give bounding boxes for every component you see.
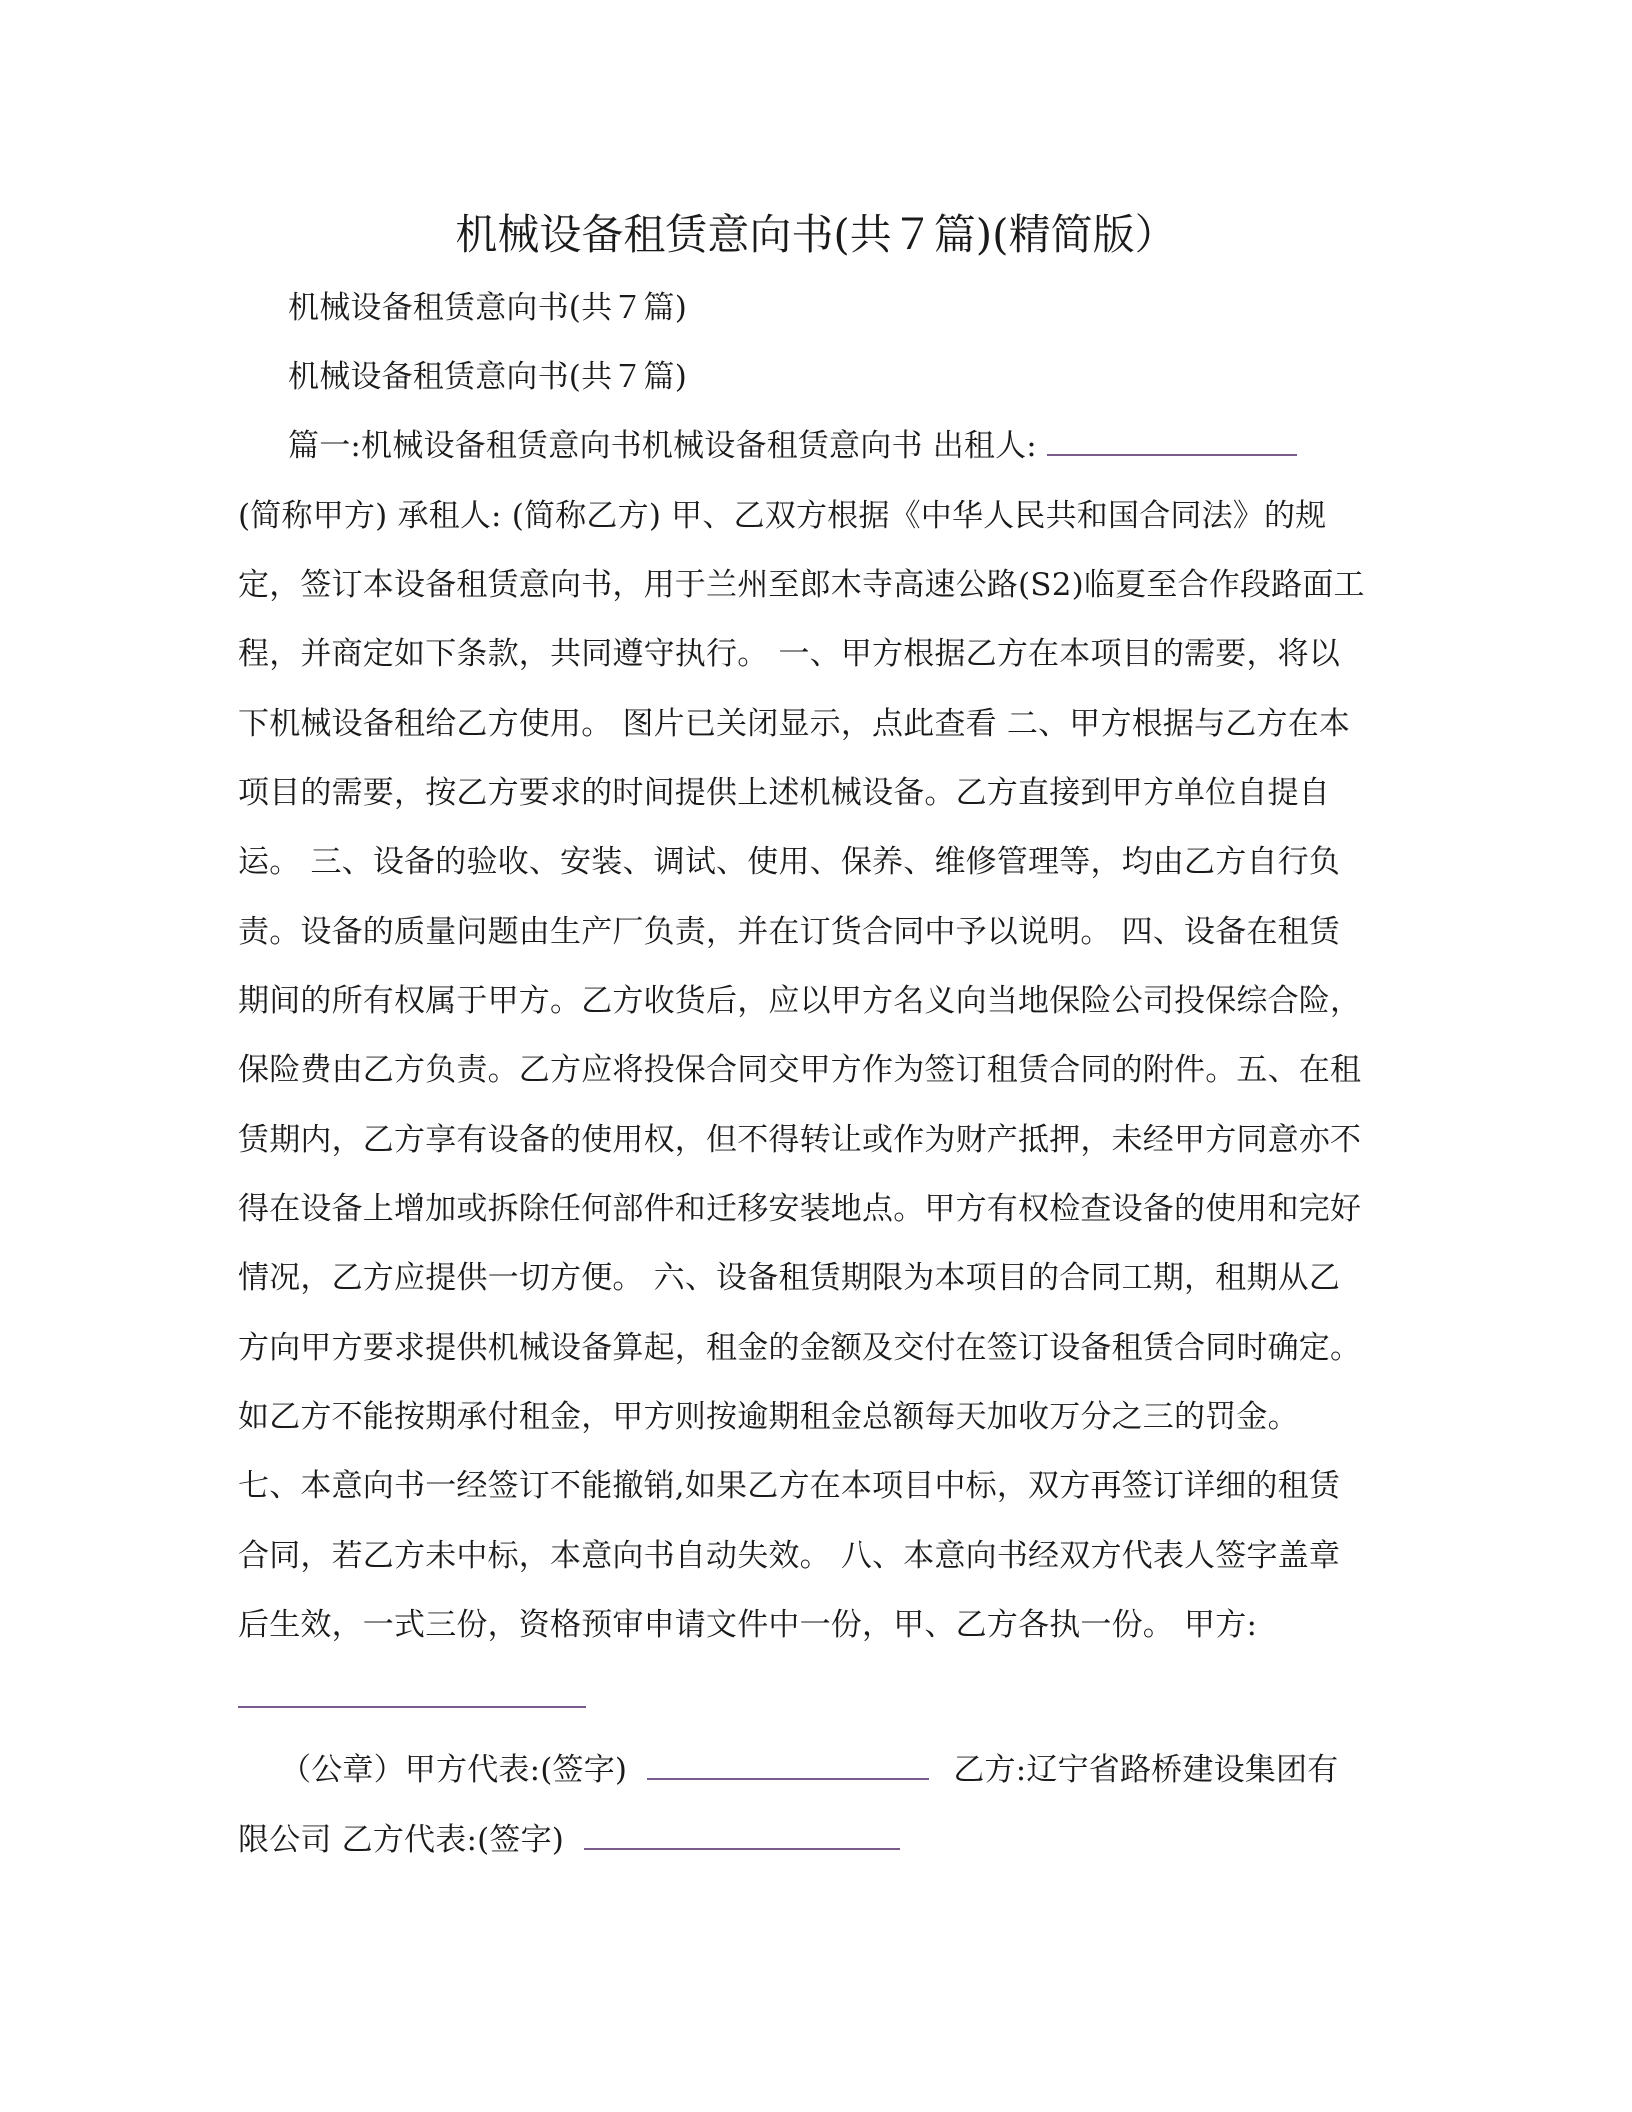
body-line: 如乙方不能按期承付租金，甲方则按逾期租金总额每天加收万分之三的罚金。 <box>238 1399 1299 1435</box>
party-a-representative-blank <box>647 1748 929 1780</box>
body-line: 程，并商定如下条款，共同遵守执行。 一、甲方根据乙方在本项目的需要，将以 <box>238 636 1341 672</box>
body-line: 下机械设备租给乙方使用。 图片已关闭显示，点此查看 二、甲方根据与乙方在本 <box>238 706 1351 742</box>
body-line: 项目的需要，按乙方要求的时间提供上述机械设备。乙方直接到甲方单位自提自 <box>238 775 1330 811</box>
subtitle-line-1: 机械设备租赁意向书(共７篇) <box>288 290 687 326</box>
body-line: 合同，若乙方未中标，本意向书自动失效。 八、本意向书经双方代表人签字盖章 <box>238 1538 1341 1574</box>
body-line: (简称甲方) 承租人: (简称乙方) 甲、乙双方根据《中华人民共和国合同法》的规 <box>238 498 1327 534</box>
body-line: 保险费由乙方负责。乙方应将投保合同交甲方作为签订租赁合同的附件。五、在租 <box>238 1052 1362 1088</box>
subtitle-line-2: 机械设备租赁意向书(共７篇) <box>288 359 687 395</box>
body-line: 后生效，一式三份，资格预审申请文件中一份，甲、乙方各执一份。 甲方: <box>238 1607 1258 1643</box>
document-title: 机械设备租赁意向书(共７篇)(精简版） <box>455 210 1177 259</box>
body-line: 期间的所有权属于甲方。乙方收货后，应以甲方名义向当地保险公司投保综合险， <box>238 983 1362 1019</box>
body-line: 七、本意向书一经签订不能撤销,如果乙方在本项目中标，双方再签订详细的租赁 <box>238 1468 1341 1504</box>
lessor-blank <box>1047 424 1297 456</box>
body-line: 定，签订本设备租赁意向书，用于兰州至郎木寺高速公路(S2)临夏至合作段路面工 <box>238 567 1365 603</box>
body-line: 得在设备上增加或拆除任何部件和迁移安装地点。甲方有权检查设备的使用和完好 <box>238 1191 1362 1227</box>
body-line: 赁期内，乙方享有设备的使用权，但不得转让或作为财产抵押，未经甲方同意亦不 <box>238 1122 1362 1158</box>
body-line: 方向甲方要求提供机械设备算起，租金的金额及交付在签订设备租赁合同时确定。 <box>238 1330 1362 1366</box>
party-b-label: 乙方:辽宁省路桥建设集团有 <box>953 1752 1339 1788</box>
body-line-lessor <box>288 422 1297 470</box>
lessor-label: 篇一:机械设备租赁意向书机械设备租赁意向书 出租人: <box>288 428 1037 464</box>
body-line: 运。 三、设备的验收、安装、调试、使用、保养、维修管理等，均由乙方自行负 <box>238 844 1341 880</box>
signature-line-1 <box>280 1746 1338 1794</box>
signature-line-2 <box>238 1816 900 1864</box>
party-b-representative-label: 限公司 乙方代表:(签字) <box>238 1822 565 1858</box>
party-a-signature-line <box>238 1706 586 1708</box>
party-b-representative-blank <box>584 1818 900 1850</box>
body-line: 情况，乙方应提供一切方便。 六、设备租赁期限为本项目的合同工期，租期从乙 <box>238 1260 1341 1296</box>
party-a-representative-label: （公章）甲方代表:(签字) <box>280 1752 628 1788</box>
body-line: 责。设备的质量问题由生产厂负责，并在订货合同中予以说明。 四、设备在租赁 <box>238 914 1341 950</box>
